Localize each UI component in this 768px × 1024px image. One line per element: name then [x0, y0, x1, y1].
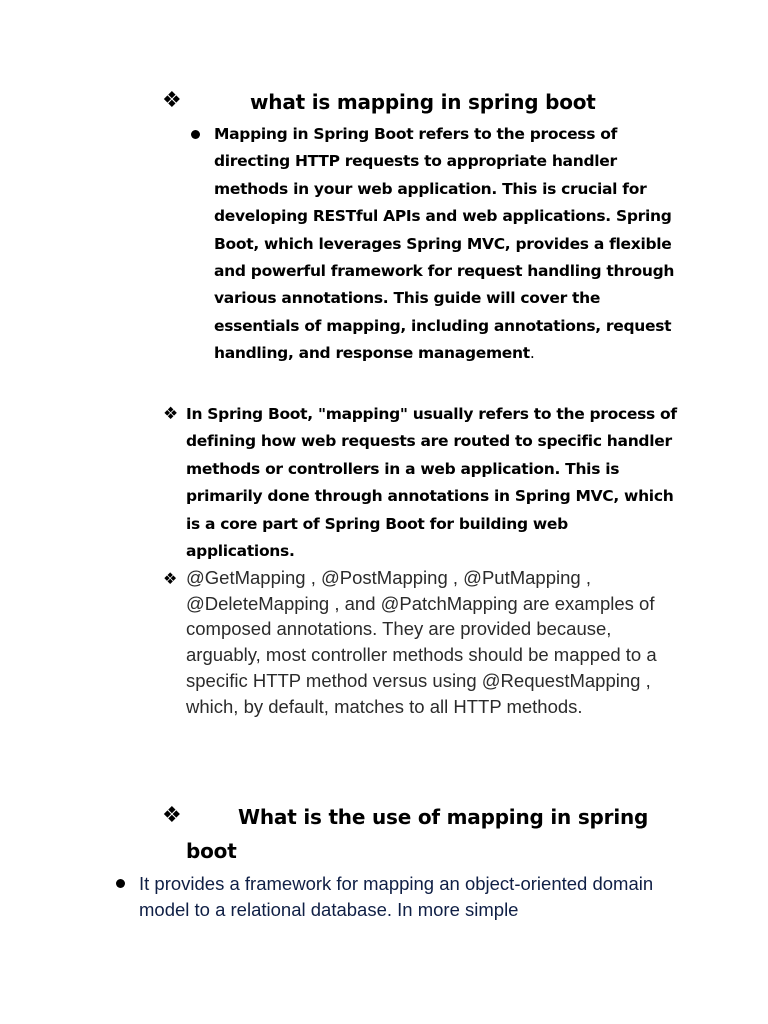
paragraph-mapping-routing: In Spring Boot, "mapping" usually refers to the process of defining how web requests are routed to specific handler methods or controllers in a web application. This is primarily done through annotations in Spring MVC, which is a core part of Spring Boot for building web applications.	[186, 405, 677, 561]
paragraph-text: It provides a framework for mapping an object-oriented domain model to a relational database	[139, 873, 654, 920]
diamond-bullet-icon: ❖	[162, 803, 182, 828]
paragraph-text: Mapping in Spring Boot refers to the process of directing HTTP requests to appropriate handler methods in your web application. This is crucial for developing RESTful APIs and web applications. Spring Boot, which leverages Spring MVC, provides a flexible and powerful framework for request handling through various annotations. This guide will cover the essentials of mapping, including annotations, request handling, and response management	[214, 125, 675, 363]
diamond-bullet-icon: ❖	[162, 88, 182, 113]
paragraph-mapping-definition	[214, 121, 676, 368]
paragraph-orm-framework	[139, 871, 659, 922]
bullet-dot-icon	[191, 130, 200, 139]
bullet-dot-icon	[116, 879, 125, 888]
diamond-bullet-icon: ❖	[163, 569, 178, 588]
diamond-bullet-icon: ❖	[163, 404, 179, 424]
heading-use-of-mapping-line1: What is the use of mapping in spring	[238, 805, 649, 829]
heading-use-of-mapping-line2: boot	[186, 839, 237, 863]
paragraph-period: .	[529, 344, 535, 363]
paragraph-composed-annotations: @GetMapping , @PostMapping , @PutMapping , @DeleteMapping , and @PatchMapping are examples of composed annotations. They are provided because, arguably, most controller methods should be mapped to a specific HTTP method versus using @RequestMapping , which, by default, matches to all HTTP methods.	[186, 567, 657, 717]
paragraph-text-rest: . In more simple	[386, 898, 519, 920]
heading-what-is-mapping: what is mapping in spring boot	[250, 90, 596, 114]
